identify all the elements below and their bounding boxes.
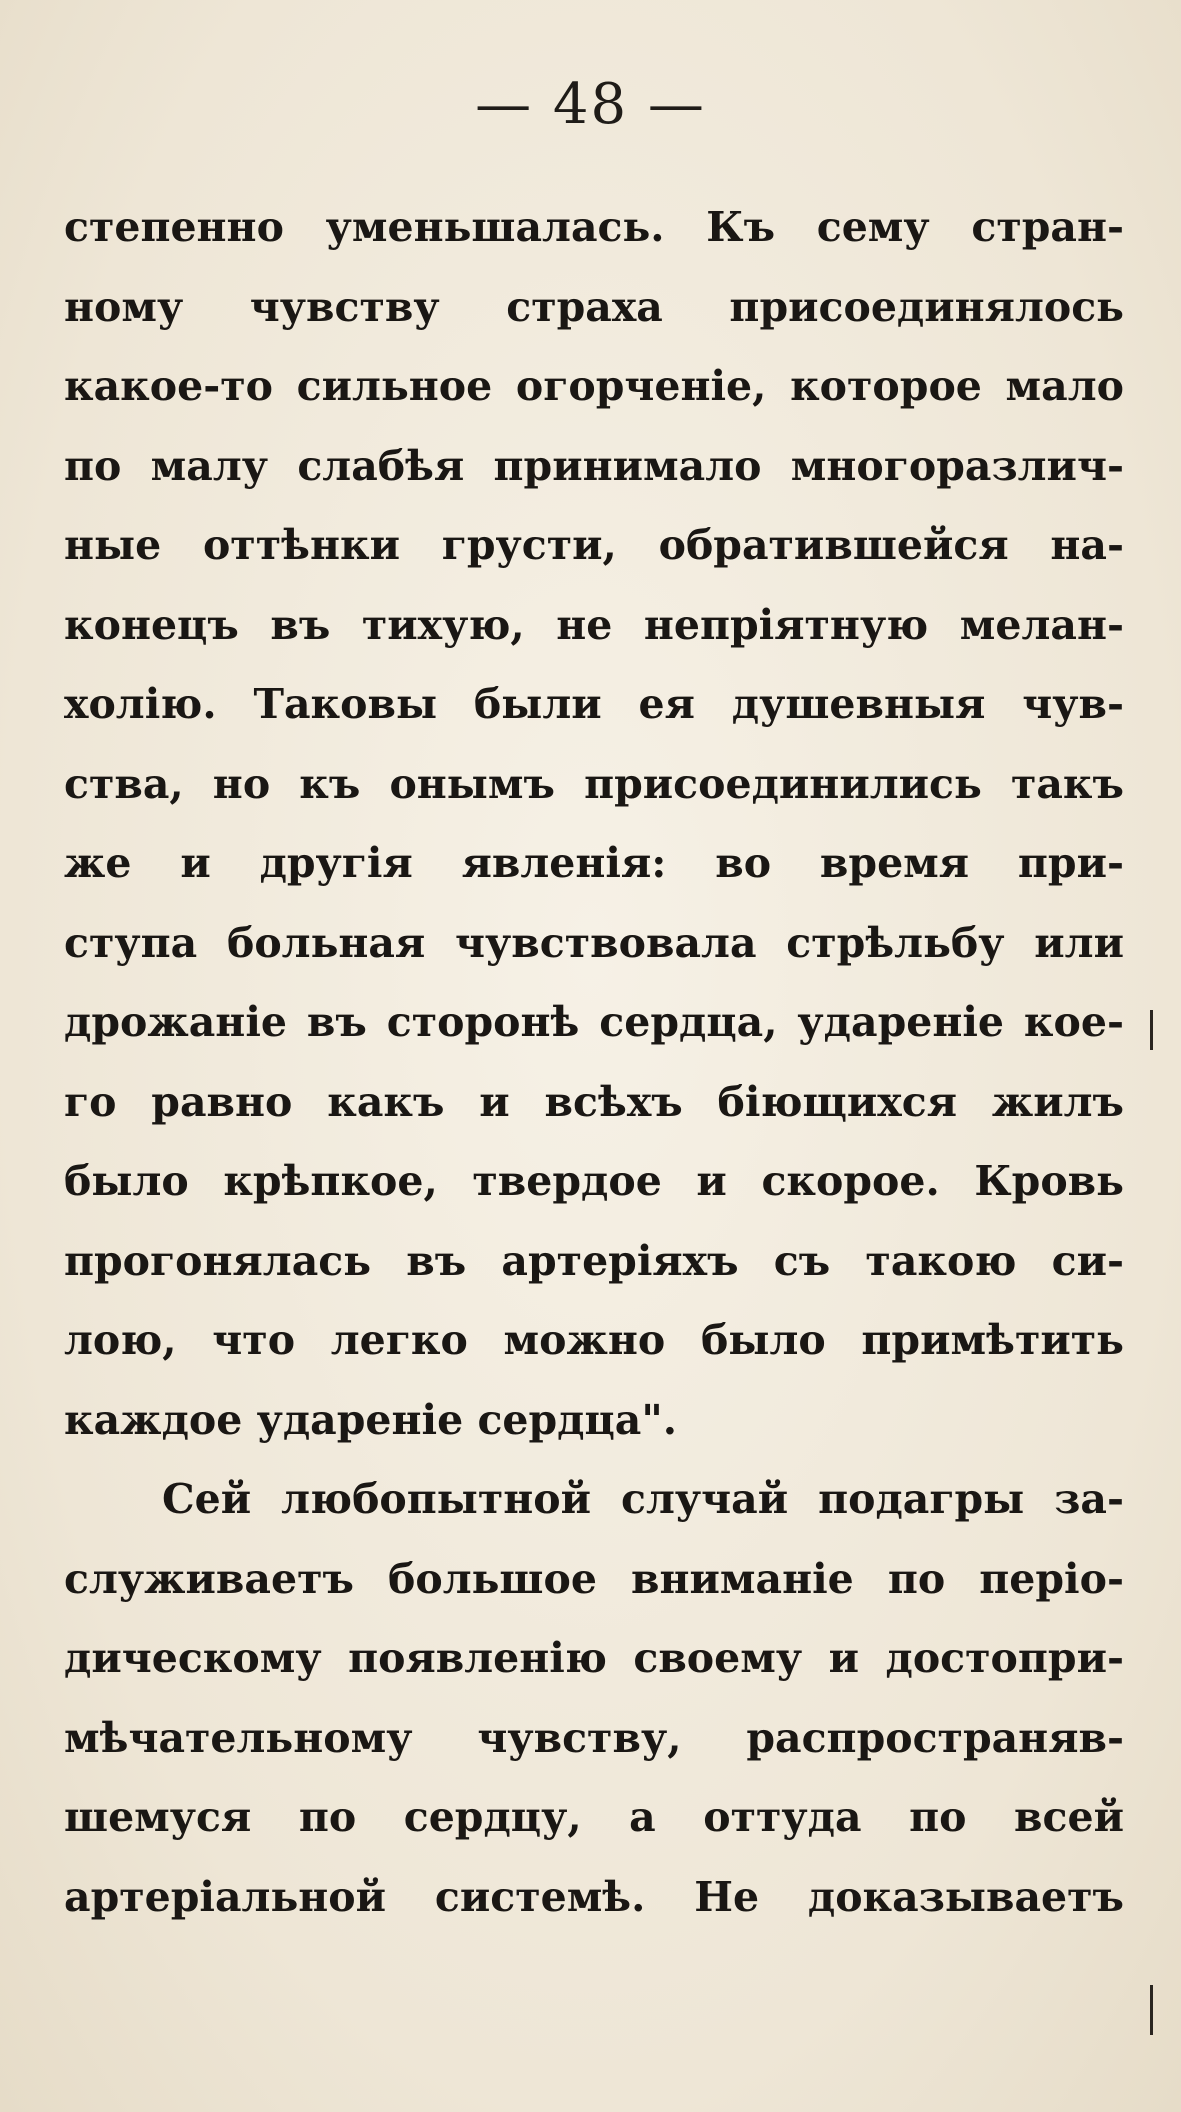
text-line: прогонялась въ артеріяхъ съ такою си- [64,1236,1124,1285]
paragraph-2 [64,1460,1124,1937]
text-line: мѣчательному чувству, распространяв- [64,1713,1124,1762]
text-line: конецъ въ тихую, не непріятную мелан- [64,600,1124,649]
paragraph-1 [64,188,1124,1460]
page-edge-mark [1150,1985,1153,2035]
text-line: же и другія явленія: во время при- [64,839,1124,887]
text-line: дическому появленію своему и достопри- [64,1634,1124,1682]
text-line: степенно уменьшалась. Къ сему стран- [64,203,1124,251]
text-line: дрожаніе въ сторонѣ сердца, удареніе кое- [64,998,1124,1046]
text-line: ные оттѣнки грусти, обратившейся на- [64,521,1124,569]
text-line: го равно какъ и всѣхъ біющихся жилъ [64,1077,1124,1126]
page-number: — 48 — [475,72,706,137]
text-line: было крѣпкое, твердое и скорое. Кровь [64,1157,1124,1205]
text-line: шемуся по сердцу, а оттуда по всей [64,1793,1124,1841]
body-text [64,188,1124,1937]
text-line: по малу слабѣя принимало многоразлич- [64,441,1124,490]
text-line: ства, но къ онымъ присоединились такъ [64,759,1124,808]
text-line: какое-то сильное огорченіе, которое мало [64,362,1124,410]
text-line: Сей любопытной случай подагры за- [162,1475,1124,1523]
text-line: ному чувству страха присоединялось [64,282,1124,331]
text-line: холію. Таковы были ея душевныя чув- [64,680,1124,728]
text-line: каждое удареніе сердца". [64,1395,677,1444]
text-line: артеріальной системѣ. Не доказываетъ [64,1872,1124,1921]
page-edge-mark [1150,1010,1153,1050]
text-line: ступа больная чувствовала стрѣльбу или [64,918,1124,967]
text-line: лою, что легко можно было примѣтить [64,1316,1124,1364]
text-line: служиваетъ большое вниманіе по періо- [64,1554,1124,1603]
